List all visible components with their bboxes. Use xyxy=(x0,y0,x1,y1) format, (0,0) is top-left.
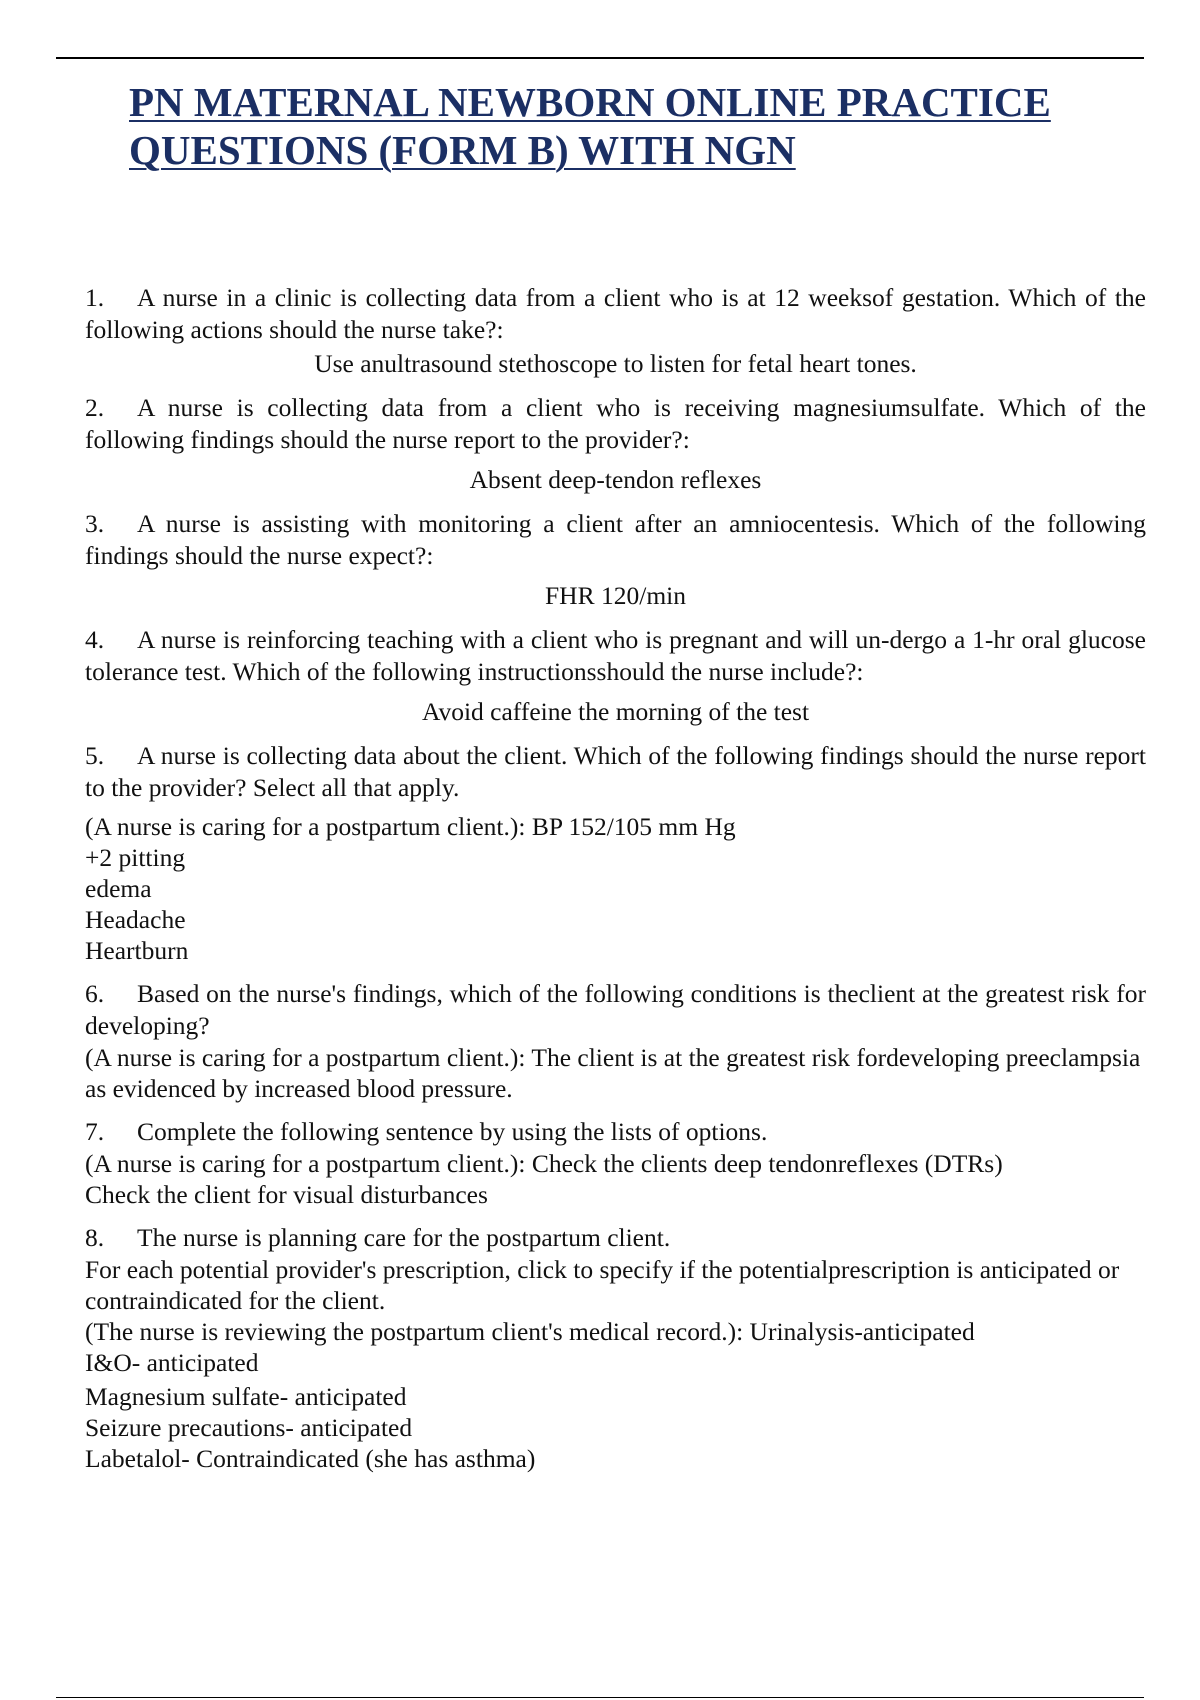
question-6 xyxy=(85,978,1146,1104)
question-7 xyxy=(85,1116,1146,1210)
answer-line: Heartburn xyxy=(85,936,189,965)
question-number: 6. xyxy=(85,979,105,1008)
question-text: Based on the nurse's findings, which of the following conditions is theclient at the greatest risk for developing? xyxy=(85,979,1146,1040)
answer-line: (A nurse is caring for a postpartum client.): The client is at the greatest risk fordeveloping preeclampsia as evidenced by increased blood pressure. xyxy=(85,1043,1141,1103)
answer-lines xyxy=(85,1042,1146,1104)
question-text: The nurse is planning care for the postpartum client. xyxy=(137,1223,671,1252)
question-number: 1. xyxy=(85,283,105,312)
answer: Absent deep-tendon reflexes xyxy=(469,465,762,494)
answer-line: (The nurse is reviewing the postpartum client's medical record.): Urinalysis-anticipated xyxy=(85,1317,975,1346)
answer-line: +2 pitting xyxy=(85,843,186,872)
answer-line: (A nurse is caring for a postpartum client.): Check the clients deep tendonreflexes (DTRs) xyxy=(85,1149,1003,1178)
answer-line: (A nurse is caring for a postpartum client.): BP 152/105 mm Hg xyxy=(85,812,736,841)
answer-line: Magnesium sulfate- anticipated xyxy=(85,1382,407,1411)
title-line-1: PN MATERNAL NEWBORN ONLINE PRACTICE xyxy=(129,79,1051,125)
question-number: 8. xyxy=(85,1223,105,1252)
answer-lines xyxy=(85,1254,1146,1474)
question-2 xyxy=(85,392,1146,496)
question-1 xyxy=(85,282,1146,380)
answer-line: Labetalol- Contraindicated (she has asthma) xyxy=(85,1444,536,1473)
answer-line: edema xyxy=(85,874,152,903)
answer-line: Headache xyxy=(85,905,186,934)
question-text: A nurse is collecting data about the client. Which of the following findings should the nurse report to the provider? Select all that apply. xyxy=(85,741,1146,802)
question-number: 5. xyxy=(85,741,105,770)
title-line-2: QUESTIONS (FORM B) WITH NGN xyxy=(129,127,796,173)
answer: Use anultrasound stethoscope to listen for fetal heart tones. xyxy=(314,349,917,378)
answer-line: Seizure precautions- anticipated xyxy=(85,1413,413,1442)
question-number: 3. xyxy=(85,509,105,538)
answer: FHR 120/min xyxy=(545,581,686,610)
answer-lines xyxy=(85,811,1146,966)
answer: Avoid caffeine the morning of the test xyxy=(421,697,810,726)
answer-lines xyxy=(85,1148,1146,1210)
answer-line: Check the client for visual disturbances xyxy=(85,1180,488,1209)
question-text: A nurse is assisting with monitoring a client after an amniocentesis. Which of the following findings should the nurse expect?: xyxy=(85,509,1146,570)
question-number: 2. xyxy=(85,393,105,422)
question-text: A nurse is reinforcing teaching with a client who is pregnant and will un-dergo a 1-hr oral glucose tolerance test. Which of the following instructionsshould the nurse include?: xyxy=(85,625,1146,686)
question-text: Complete the following sentence by using the lists of options. xyxy=(137,1117,768,1146)
top-rule xyxy=(56,57,1144,59)
question-number: 4. xyxy=(85,625,105,654)
document-title xyxy=(129,78,1109,174)
answer-line: For each potential provider's prescription, click to specify if the potentialprescription is anticipated or contraindicated for the client. xyxy=(85,1255,1120,1315)
question-3 xyxy=(85,508,1146,612)
answer-line: I&O- anticipated xyxy=(85,1348,259,1377)
question-4 xyxy=(85,624,1146,728)
bottom-rule xyxy=(56,1697,1144,1698)
question-8 xyxy=(85,1222,1146,1474)
question-text: A nurse in a clinic is collecting data from a client who is at 12 weeksof gestation. Which of the following actions should the nurse take?: xyxy=(85,283,1146,344)
question-number: 7. xyxy=(85,1117,105,1146)
question-text: A nurse is collecting data from a client who is receiving magnesiumsulfate. Which of the following findings should the nurse report to the provider?: xyxy=(85,393,1146,454)
question-5 xyxy=(85,740,1146,966)
question-list xyxy=(85,282,1146,1486)
